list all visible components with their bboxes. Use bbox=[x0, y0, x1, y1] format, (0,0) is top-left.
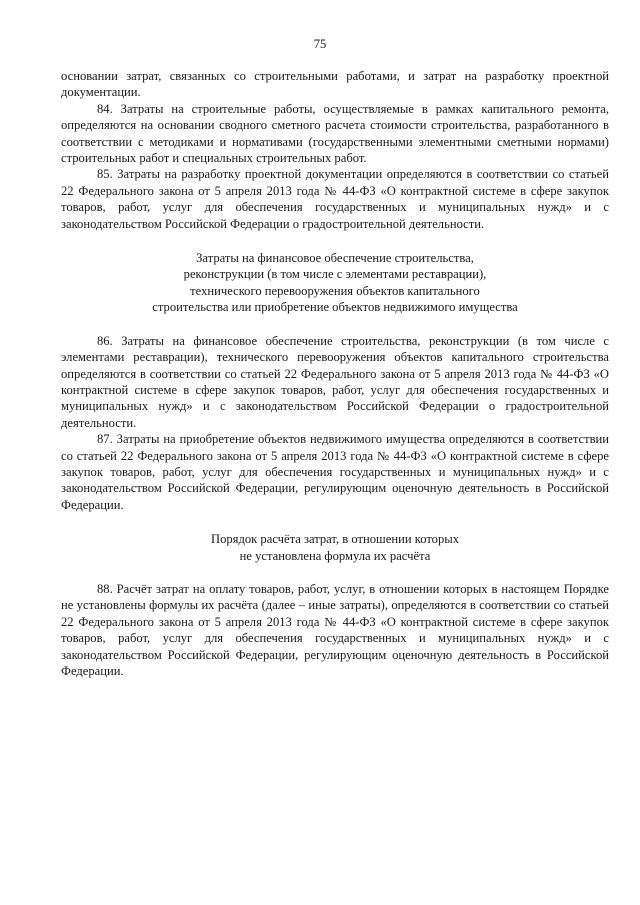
section-heading-financing bbox=[61, 250, 609, 316]
page-number: 75 bbox=[313, 37, 327, 51]
paragraph-88: 88. Расчёт затрат на оплату товаров, работ, услуг, в отношении которых в настоящем Порядке не установлены формулы их расчёта (далее – иные затраты), определяются в соответствии со статьей 22 Федерального закона от 5 апреля 2013 года № 44-ФЗ «О контрактной системе в сфере закупок товаров, работ, услуг для обеспечения государственных и муниципальных нужд» и с законодательством Российской Федерации, регулирующим оценочную деятельность в Российской Федерации. bbox=[61, 581, 609, 678]
heading-line: строительства или приобретение объектов недвижимого имущества bbox=[152, 300, 518, 315]
heading-line: не установлена формула их расчёта bbox=[239, 548, 431, 563]
paragraph-86: 86. Затраты на финансовое обеспечение строительства, реконструкции (в том числе с элементами реставрации), технического перевооружения объектов капитального строительства определяются в соответствии со статьей 22 Федерального закона от 5 апреля 2013 года № 44-ФЗ «О контрактной системе в сфере закупок товаров, работ, услуг для обеспечения государственных и муниципальных нужд» и с законодательством Российской Федерации о градостроительной деятельности. bbox=[61, 333, 609, 430]
paragraph-continuation: основании затрат, связанных со строительными работами, и затрат на разработку проектной документации. bbox=[61, 69, 609, 100]
document-body bbox=[61, 68, 609, 679]
section-heading-other-costs bbox=[61, 531, 609, 564]
heading-line: Порядок расчёта затрат, в отношении которых bbox=[210, 532, 460, 547]
heading-line: Затраты на финансовое обеспечение строительства, bbox=[196, 251, 474, 266]
paragraph-87: 87. Затраты на приобретение объектов недвижимого имущества определяются в соответствии со статьей 22 Федерального закона от 5 апреля 2013 года № 44-ФЗ «О контрактной системе в сфере закупок товаров, работ, услуг для обеспечения государственных и муниципальных нужд» и с законодательством Российской Федерации, регулирующим оценочную деятельность в Российской Федерации. bbox=[61, 432, 609, 512]
heading-line: реконструкции (в том числе с элементами реставрации), bbox=[183, 267, 487, 282]
paragraph-85: 85. Затраты на разработку проектной документации определяются в соответствии со статьей 22 Федерального закона от 5 апреля 2013 года № 44-ФЗ «О контрактной системе в сфере закупок товаров, работ, услуг для обеспечения государственных и муниципальных нужд» и с законодательством Российской Федерации о градостроительной деятельности. bbox=[61, 167, 609, 231]
heading-line: технического перевооружения объектов капитального bbox=[190, 283, 480, 298]
paragraph-84: 84. Затраты на строительные работы, осуществляемые в рамках капитального ремонта, определяются на основании сводного сметного расчета стоимости строительства, разработанного в соответствии с методиками и нормативами (государственными элементными сметными нормами) строительных работ и специальных строительных работ. bbox=[61, 101, 609, 166]
